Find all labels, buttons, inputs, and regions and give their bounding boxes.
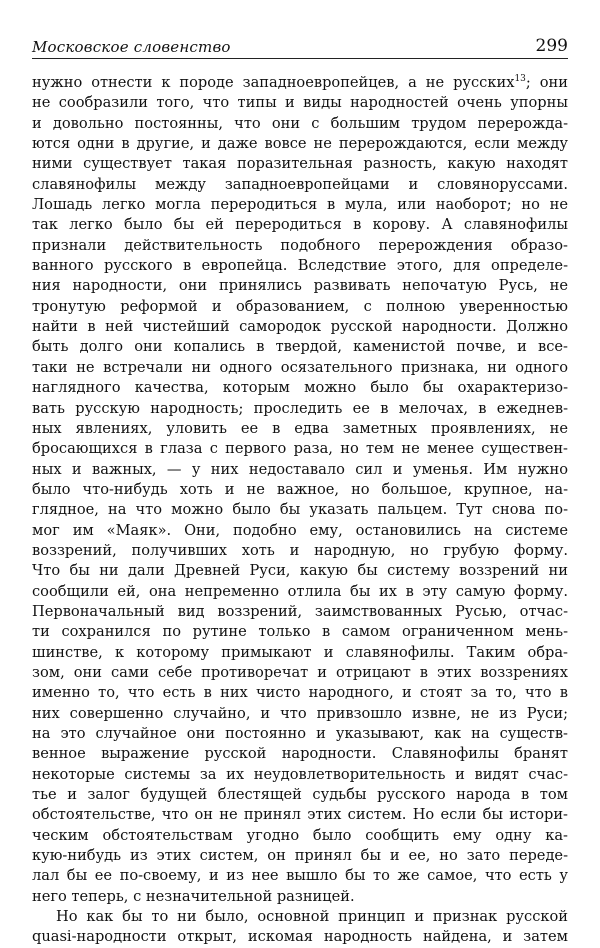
paragraph <box>32 907 568 948</box>
line-text: Но как бы то ни было, основной принцип и признак русской <box>56 908 568 926</box>
line-text: не сообразили того, что типы и виды народностей очень упорны <box>32 94 568 112</box>
line-text: Первоначальный вид воззрений, заимствованных Русью, отчас- <box>32 602 568 620</box>
text-line <box>32 154 568 174</box>
text-line <box>32 602 568 622</box>
text-line <box>32 480 568 500</box>
line-text: именно то, что есть в них чисто народного, и стоят за то, что в <box>32 684 568 702</box>
text-line <box>32 927 568 947</box>
text-line <box>32 500 568 520</box>
line-text: на это случайное они постоянно и указывают, как на существ- <box>32 725 568 742</box>
line-text: вать русскую народность; проследить ее в мелочах, в ежеднев- <box>32 399 568 417</box>
line-text: Что бы ни дали Древней Руси, какую бы систему воззрений ни <box>32 562 568 580</box>
text-line <box>32 358 568 378</box>
running-header <box>32 30 568 59</box>
text-line <box>32 134 568 154</box>
line-text: так легко было бы ей переродиться в корову. А славянофилы <box>32 216 568 234</box>
text-line <box>32 175 568 195</box>
text-line <box>32 765 568 785</box>
line-text-continued: ; они <box>525 74 568 91</box>
line-text: тронутую реформой и образованием, с полною уверенностью <box>32 297 568 315</box>
line-text: ванного русского в европейца. Вследствие этого, для определе- <box>32 257 568 275</box>
text-line <box>32 663 568 683</box>
text-line <box>32 439 568 459</box>
line-text: некоторые системы за их неудовлетворительность и видят счас- <box>32 765 568 783</box>
line-text: quasi-народности открыт, искомая народность найдена, и затем <box>32 928 568 946</box>
text-line <box>32 93 568 113</box>
line-text: ния народности, они принялись развивать непочатую Русь, не <box>32 277 568 295</box>
line-text: шинстве, к которому примыкают и славянофилы. Таким обра- <box>32 643 568 661</box>
line-text: ных явлениях, уловить ее в едва заметных проявлениях, не <box>32 419 568 437</box>
text-line <box>32 805 568 825</box>
text-line <box>32 561 568 581</box>
text-line <box>32 744 568 764</box>
line-text: лал бы ее по-своему, и из нее вышло бы то же самое, что есть у <box>32 867 568 885</box>
line-text: кую-нибудь из этих систем, он принял бы и ее, но зато переде- <box>32 847 568 865</box>
text-line <box>32 378 568 398</box>
line-text: сообщили ей, она непременно отлила бы их в эту самую форму. <box>32 582 568 600</box>
text-line <box>32 256 568 276</box>
line-text: тье и залог будущей блестящей судьбы русского народа в том <box>32 786 568 804</box>
text-line <box>32 785 568 805</box>
text-line <box>32 866 568 886</box>
text-line <box>32 907 568 927</box>
line-text: зом, они сами себе противоречат и отрицают в этих воззрениях <box>32 663 568 681</box>
text-line <box>32 643 568 663</box>
footnote-reference: 13 <box>514 74 526 85</box>
line-text: глядное, на что можно было бы указать пальцем. Тут снова по- <box>32 501 568 519</box>
line-text: ных и важных, — у них недоставало сил и уменья. Им нужно <box>32 460 568 478</box>
text-line <box>32 704 568 724</box>
text-line <box>32 419 568 439</box>
line-text: нужно отнести к породе западноевропейцев, а не русских <box>32 74 515 91</box>
line-text: ются одни в другие, и даже вовсе не перерождаются, если между <box>32 135 568 153</box>
text-line <box>32 460 568 480</box>
text-line <box>32 622 568 642</box>
text-line <box>32 114 568 134</box>
paragraph <box>32 73 568 907</box>
line-text: мог им «Маяк». Они, подобно ему, остановились на системе <box>32 521 568 539</box>
text-line <box>32 276 568 296</box>
body-text <box>32 73 568 948</box>
line-text: обстоятельстве, что он не принял этих систем. Но если бы истори- <box>32 806 568 824</box>
text-line <box>32 521 568 541</box>
line-text: воззрений, получивших хоть и народную, но грубую форму. <box>32 541 568 559</box>
line-text: быть долго они копались в твердой, каменистой почве, и все- <box>32 338 568 356</box>
text-line <box>32 195 568 215</box>
line-text: них совершенно случайно, и что привзошло извне, не из Руси; <box>32 704 568 722</box>
line-text: признали действительность подобного перерождения образо- <box>32 236 568 254</box>
line-text: было что-нибудь хоть и не важное, но большое, крупное, на- <box>32 480 568 498</box>
book-page <box>32 30 568 948</box>
line-text: Лошадь легко могла переродиться в мула, или наоборот; но не <box>32 196 568 214</box>
line-text: наглядного качества, которым можно было бы охарактеризо- <box>32 379 568 397</box>
line-text: ческим обстоятельствам угодно было сообщить ему одну ка- <box>32 826 568 844</box>
line-text: ти сохранился по рутине только в самом ограниченном мень- <box>32 623 568 641</box>
text-line <box>32 73 568 93</box>
text-line <box>32 337 568 357</box>
text-line <box>32 215 568 235</box>
line-text: венное выражение русской народности. Славянофилы бранят <box>32 745 568 763</box>
text-line <box>32 846 568 866</box>
line-text: таки не встречали ни одного осязательного признака, ни одного <box>32 358 568 376</box>
page-number: 299 <box>535 36 568 56</box>
line-text: найти в ней чистейший самородок русской народности. Должно <box>32 318 568 336</box>
text-line <box>32 297 568 317</box>
running-title: Московское словенство <box>32 38 231 56</box>
line-text: него теперь, с незначительной разницей. <box>32 887 355 905</box>
text-line <box>32 541 568 561</box>
line-text: славянофилы между западноевропейцами и словяноруссами. <box>32 175 568 193</box>
text-line <box>32 724 568 744</box>
text-line <box>32 683 568 703</box>
text-line <box>32 399 568 419</box>
text-line <box>32 826 568 846</box>
text-line <box>32 236 568 256</box>
line-text: и довольно постоянны, что они с большим трудом перерожда- <box>32 114 568 132</box>
text-line <box>32 582 568 602</box>
text-line <box>32 317 568 337</box>
line-text: ними существует такая поразительная разность, какую находят <box>32 155 568 173</box>
line-text: бросающихся в глаза с первого раза, но тем не менее существен- <box>32 440 568 458</box>
